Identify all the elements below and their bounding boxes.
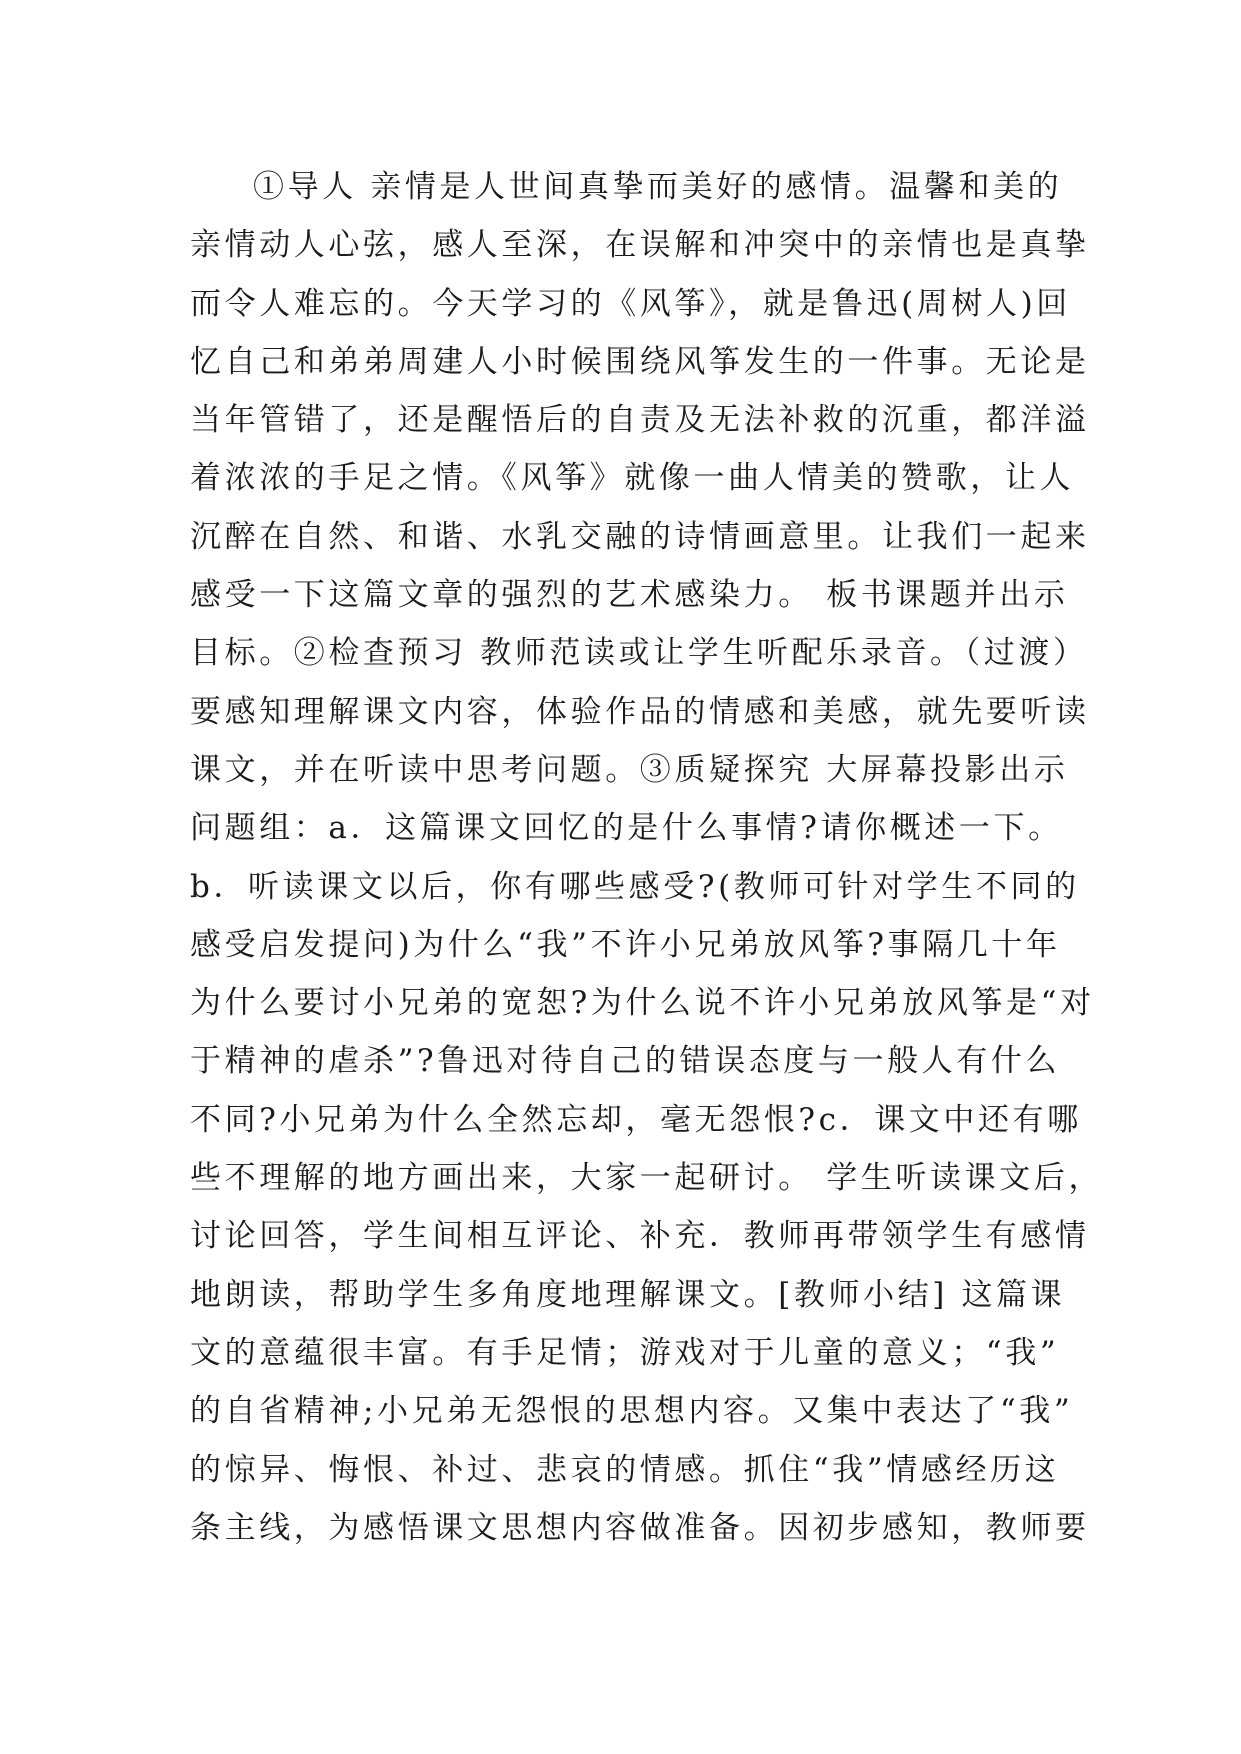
text-line: 感受一下这篇文章的强烈的艺术感染力。 板书课题并出示 <box>190 577 1069 614</box>
text-line: 的惊异、悔恨、补过、悲哀的情感。抓住“我”情感经历这 <box>190 1451 1060 1488</box>
text-line: 问题组：a．这篇课文回忆的是什么事情?请你概述一下。 <box>190 810 1063 847</box>
text-line: 地朗读，帮助学生多角度地理解课文。[教师小结] 这篇课 <box>190 1276 1066 1313</box>
text-line: 为什么要讨小兄弟的宽恕?为什么说不许小兄弟放风筝是“对 <box>190 985 1095 1022</box>
text-line: 忆自己和弟弟周建人小时候围绕风筝发生的一件事。无论是 <box>190 343 1090 380</box>
text-line: 沉醉在自然、和谐、水乳交融的诗情画意里。让我们一起来 <box>190 518 1090 555</box>
text-line: 不同?小兄弟为什么全然忘却，毫无怨恨?c．课文中还有哪 <box>190 1101 1082 1138</box>
text-line: 着浓浓的手足之情。《风筝》就像一曲人情美的赞歌，让人 <box>190 460 1075 497</box>
text-line: 感受启发提问)为什么“我”不许小兄弟放风筝?事隔几十年 <box>190 926 1061 963</box>
text-line: 文的意蕴很丰富。有手足情；游戏对于儿童的意义；“我” <box>190 1334 1060 1371</box>
text-line: 于精神的虐杀”?鲁迅对待自己的错误态度与一般人有什么 <box>190 1043 1061 1080</box>
text-line: 要感知理解课文内容，体验作品的情感和美感，就先要听读 <box>190 693 1090 730</box>
text-line: 课文，并在听读中思考问题。③质疑探究 大屏幕投影出示 <box>190 751 1069 788</box>
text-line: 条主线，为感悟课文思想内容做准备。因初步感知，教师要 <box>190 1509 1090 1546</box>
text-line: ①导人 亲情是人世间真挚而美好的感情。温馨和美的 <box>253 169 1063 205</box>
text-line: b．听读课文以后，你有哪些感受?(教师可针对学生不同的 <box>190 868 1080 905</box>
text-line: 当年管错了，还是醒悟后的自责及无法补救的沉重，都洋溢 <box>190 402 1090 439</box>
body-text <box>190 158 1104 1557</box>
text-line: 亲情动人心弦，感人至深，在误解和冲突中的亲情也是真挚 <box>190 227 1090 264</box>
text-line: 讨论回答，学生间相互评论、补充．教师再带领学生有感情 <box>190 1218 1090 1255</box>
text-line: 的自省精神;小兄弟无怨恨的思想内容。又集中表达了“我” <box>190 1393 1074 1430</box>
text-line: 目标。②检查预习 教师范读或让学生听配乐录音。（过渡） <box>190 635 1088 672</box>
text-line: 而令人难忘的。今天学习的《风筝》，就是鲁迅(周树人)回 <box>190 285 1071 322</box>
text-line: 些不理解的地方画出来，大家一起研讨。 学生听读课文后， <box>190 1160 1104 1197</box>
